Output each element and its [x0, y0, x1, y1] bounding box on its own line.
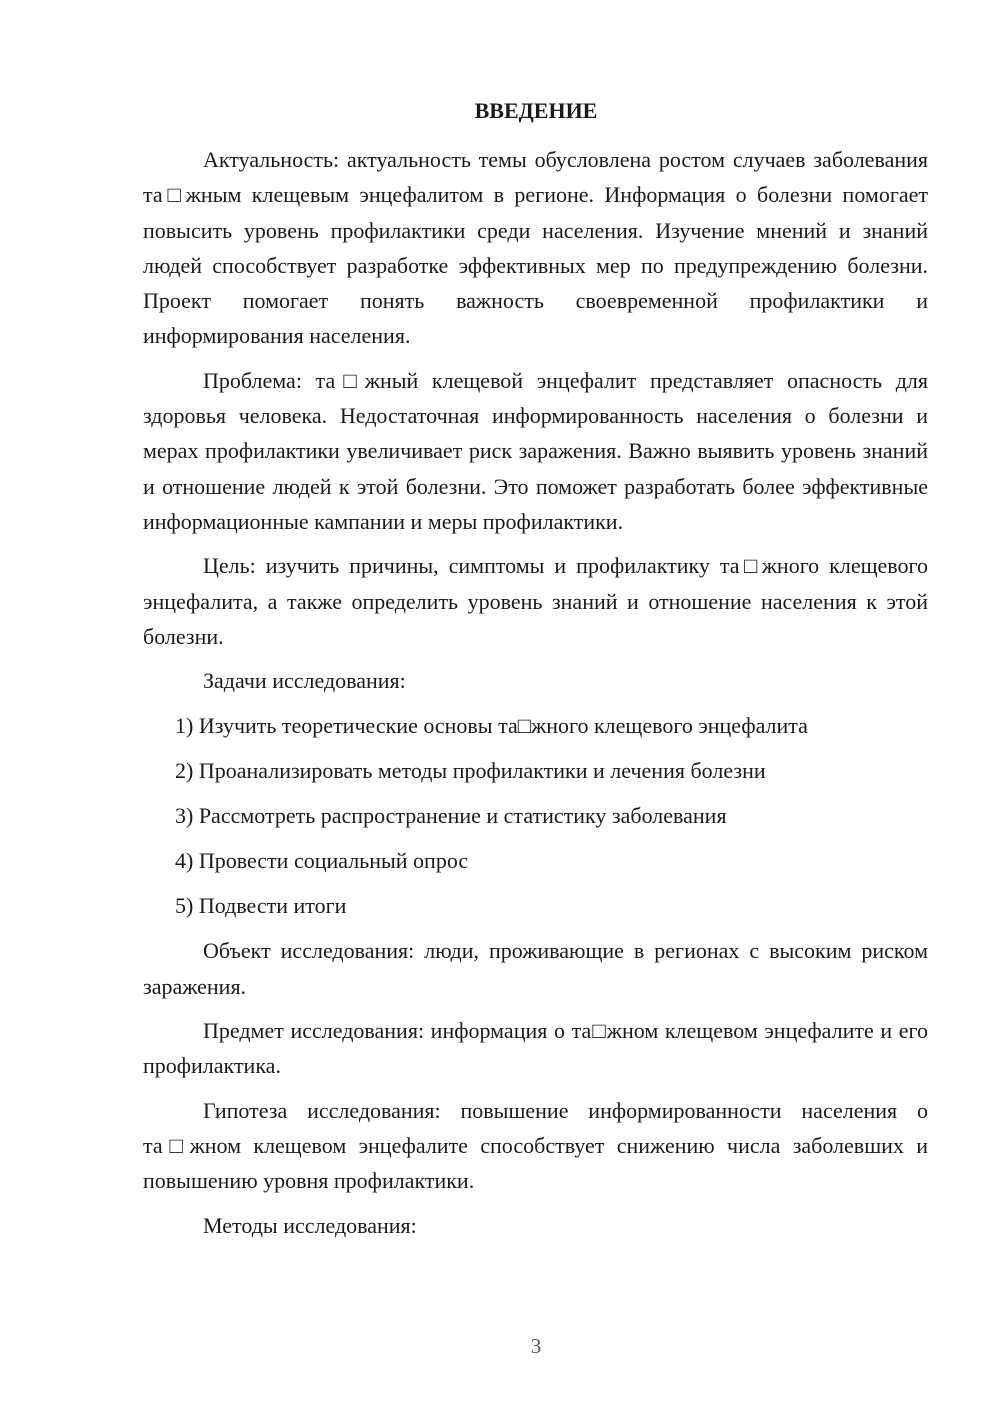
list-item: 2) Проанализировать методы профилактики и лечения болезни — [175, 758, 766, 784]
page-number: 3 — [530, 1334, 542, 1358]
page-title: ВВЕДЕНИЕ — [474, 98, 598, 123]
paragraph-methods-heading: Методы исследования: — [203, 1212, 417, 1238]
paragraph-object: Объект исследования: люди, проживающие в регионах с высоким риском заражения. — [143, 938, 928, 999]
document-body — [143, 142, 928, 1243]
paragraph-hypothesis: Гипотеза исследования: повышение информированности населения о та□жном клещевом энцефалите способствует снижению числа заболевших и повышению уровня профилактики. — [143, 1097, 928, 1194]
list-item: 5) Подвести итоги — [175, 893, 347, 919]
list-item: 3) Рассмотреть распространение и статистику заболевания — [175, 803, 727, 829]
paragraph-problem: Проблема: та□жный клещевой энцефалит представляет опасность для здоровья человека. Недостаточная информированность населения о болезни и мерах профилактики увеличивает риск заражения. Важно выявить уровень знаний и отношение людей к этой болезни. Это поможет разработать более эффективные информационные кампании и меры профилактики. — [143, 367, 928, 534]
list-item: 4) Провести социальный опрос — [175, 848, 469, 874]
paragraph-tasks-heading: Задачи исследования: — [203, 668, 406, 694]
paragraph-relevance: Актуальность: актуальность темы обусловлена ростом случаев заболевания та□жным клещевым энцефалитом в регионе. Информация о болезни помогает повысить уровень профилактики среди населения. Изучение мнений и знаний людей способствует разработке эффективных мер по предупреждению болезни. Проект помогает понять важность своевременной профилактики и информирования населения. — [143, 147, 928, 349]
list-item: 1) Изучить теоретические основы та□жного клещевого энцефалита — [175, 713, 808, 739]
paragraph-subject: Предмет исследования: информация о та□жном клещевом энцефалите и его профилактика. — [143, 1018, 928, 1079]
task-list — [143, 708, 928, 923]
paragraph-goal: Цель: изучить причины, симптомы и профилактику та□жного клещевого энцефалита, а также определить уровень знаний и отношение населения к этой болезни. — [143, 553, 928, 649]
